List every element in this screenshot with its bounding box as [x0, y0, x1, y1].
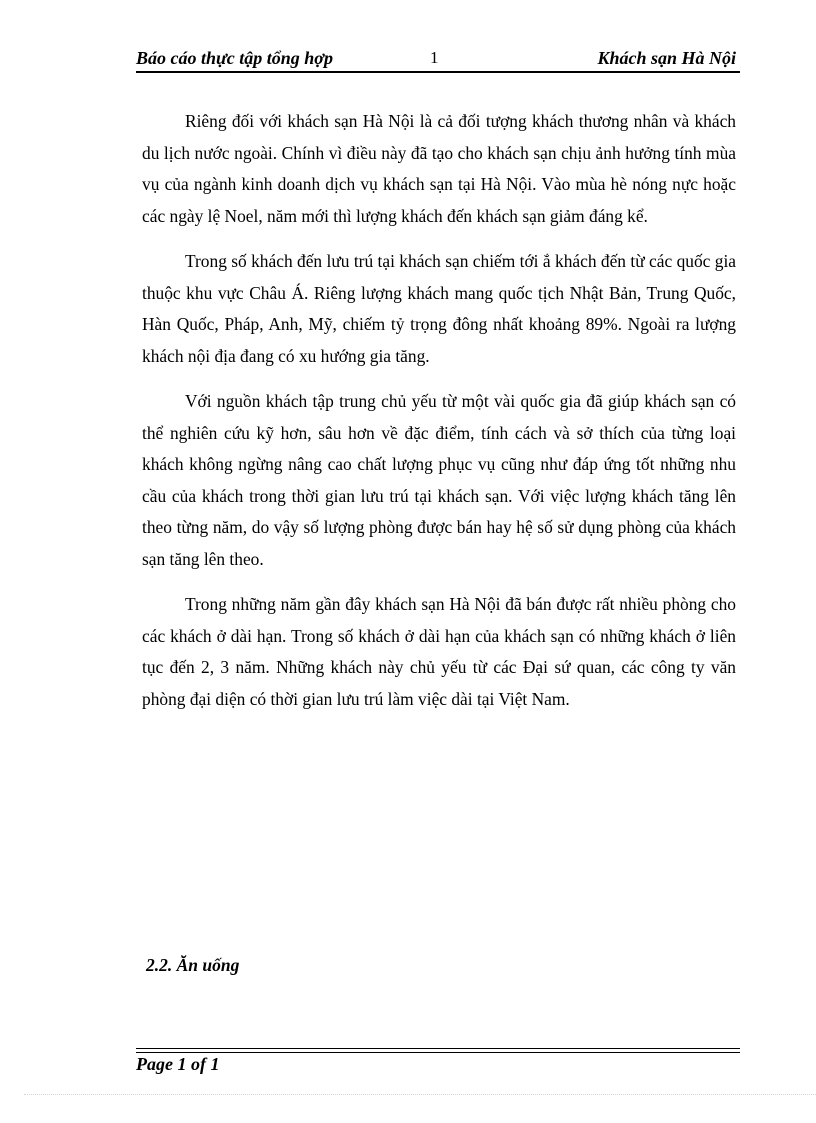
paragraph-4: Trong những năm gần đây khách sạn Hà Nội đã bán được rất nhiều phòng cho các khách ở dài hạn. Trong số khách ở dài hạn của khách sạn có những khách ở liên tục đến 2, 3 năm. Những khách này chủ yếu từ các Đại sứ quan, các công ty văn phòng đại diện có thời gian lưu trú làm việc dài tại Việt Nam.: [142, 594, 736, 709]
section-heading: 2.2. Ăn uống: [146, 955, 240, 975]
page-footer: Page 1 of 1: [136, 1054, 220, 1074]
header-rule: [136, 71, 740, 73]
paragraph-3: Với nguồn khách tập trung chủ yếu từ một vài quốc gia đã giúp khách sạn có thể nghiên cứu kỹ hơn, sâu hơn về đặc điểm, tính cách và sở thích của từng loại khách không ngừng nâng cao chất lượng phục vụ cũng như đáp ứng tốt những nhu cầu của khách trong thời gian lưu trú tại khách sạn. Với việc lượng khách tăng lên theo từng năm, do vậy số lượng phòng được bán hay hệ số sử dụng phòng của khách sạn tăng lên theo.: [142, 391, 736, 569]
document-body: [142, 106, 736, 729]
paragraph-1: Riêng đối với khách sạn Hà Nội là cả đối tượng khách thương nhân và khách du lịch nước ngoài. Chính vì điều này đã tạo cho khách sạn chịu ảnh hưởng tính mùa vụ của ngành kinh doanh dịch vụ khách sạn tại Hà Nội. Vào mùa hè nóng nực hoặc các ngày lệ Noel, năm mới thì lượng khách đến khách sạn giảm đáng kể.: [142, 111, 736, 226]
header-report-title: Báo cáo thực tập tổng hợp: [136, 48, 333, 68]
header-hotel-name: Khách sạn Hà Nội: [597, 48, 736, 68]
page-edge-divider: [24, 1094, 816, 1095]
header-page-number: 1: [430, 48, 439, 67]
footer-rule: [136, 1048, 740, 1053]
paragraph-2: Trong số khách đến lưu trú tại khách sạn chiếm tới ắ khách đến từ các quốc gia thuộc khu vực Châu Á. Riêng lượng khách mang quốc tịch Nhật Bản, Trung Quốc, Hàn Quốc, Pháp, Anh, Mỹ, chiếm tỷ trọng đông nhất khoảng 89%. Ngoài ra lượng khách nội địa đang có xu hướng gia tăng.: [142, 251, 736, 366]
